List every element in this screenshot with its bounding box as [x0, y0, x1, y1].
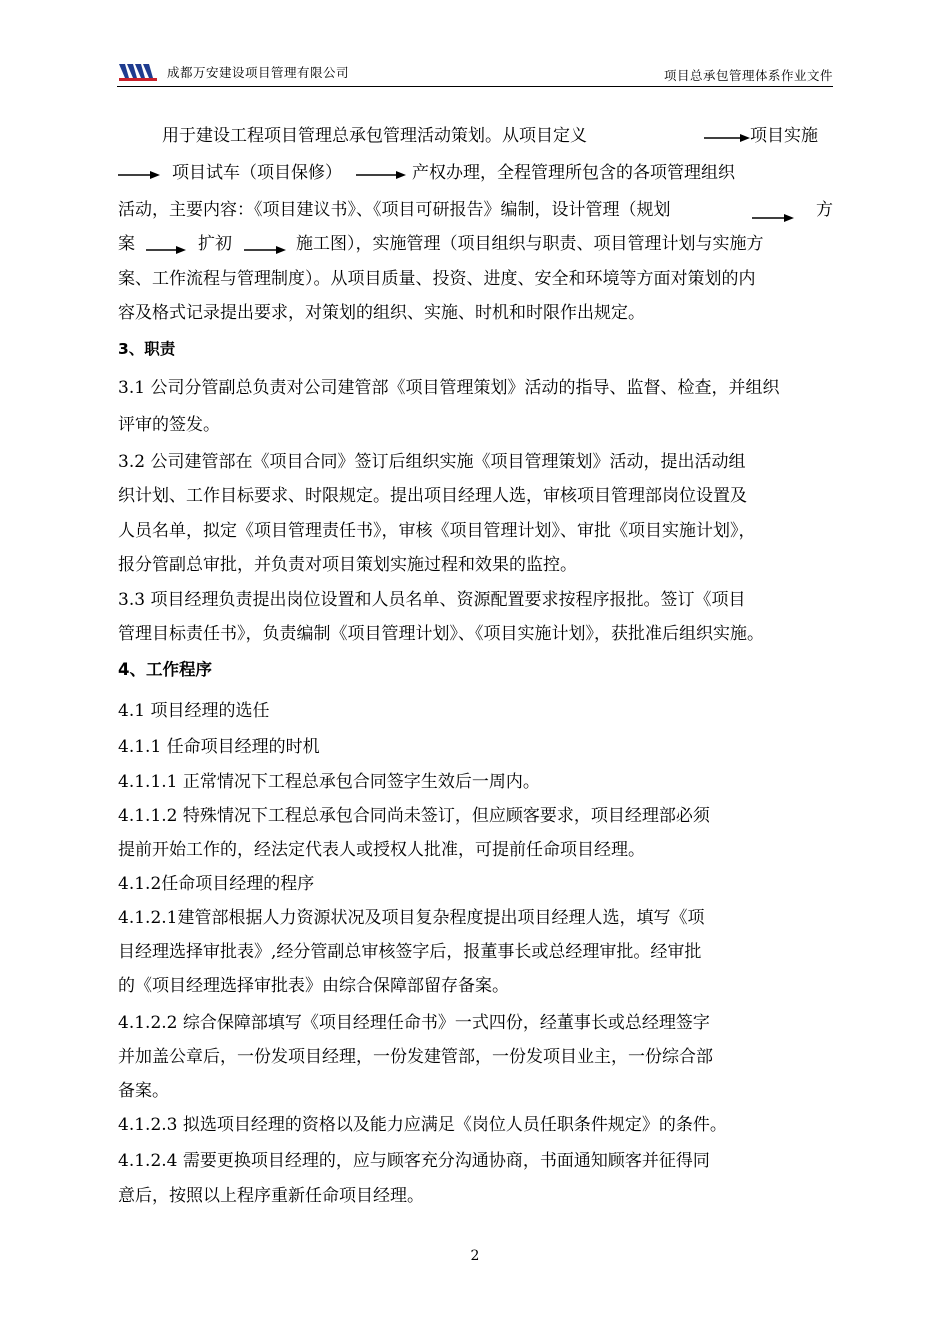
s4-line-15: 意后，按照以上程序重新任命项目经理。 [118, 1186, 424, 1206]
s3-line-5: 人员名单，拟定《项目管理责任书》，审核《项目管理计划》、审批《项目实施计划》， [118, 521, 756, 541]
s4-line-12: 备案。 [118, 1081, 169, 1101]
page-number: 2 [470, 1248, 480, 1264]
intro-line-1a: 用于建设工程项目管理总承包管理活动策划。从项目定义 [162, 126, 587, 146]
arrow-right-icon [118, 170, 160, 180]
intro-line-5: 案、工作流程与管理制度）。从项目质量、投资、进度、安全和环境等方面对策划的内 [118, 269, 756, 289]
s4-line-13: 4.1.2.3 拟选项目经理的资格以及能力应满足《岗位人员任职条件规定》的条件。 [118, 1115, 727, 1135]
arrow-right-icon [752, 213, 794, 223]
s3-line-3: 3.2 公司建管部在《项目合同》签订后组织实施《项目管理策划》活动，提出活动组 [118, 452, 746, 472]
s4-line-1: 4.1 项目经理的选任 [118, 701, 270, 721]
header-left [117, 62, 349, 82]
arrow-right-icon [704, 133, 750, 143]
s4-line-2: 4.1.1 任命项目经理的时机 [118, 737, 320, 757]
arrow-right-icon [146, 245, 186, 255]
s4-line-4: 4.1.1.2 特殊情况下工程总承包合同尚未签订，但应顾客要求，项目经理部必须 [118, 806, 710, 826]
s3-line-4: 织计划、工作目标要求、时限规定。提出项目经理人选，审核项目管理部岗位设置及 [118, 486, 747, 506]
s4-line-3: 4.1.1.1 正常情况下工程总承包合同签字生效后一周内。 [118, 772, 540, 792]
s4-line-6: 4.1.2任命项目经理的程序 [118, 874, 315, 894]
s3-line-8: 管理目标责任书》，负责编制《项目管理计划》、《项目实施计划》，获批准后组织实施。 [118, 624, 764, 644]
s3-line-2: 评审的签发。 [118, 415, 220, 435]
s4-line-5: 提前开始工作的，经法定代表人或授权人批准，可提前任命项目经理。 [118, 840, 645, 860]
intro-line-2b: 产权办理，全程管理所包含的各项管理组织 [412, 163, 735, 183]
header-divider [117, 86, 833, 87]
intro-line-6: 容及格式记录提出要求，对策划的组织、实施、时机和时限作出规定。 [118, 303, 645, 323]
company-name: 成都万安建设项目管理有限公司 [167, 65, 350, 80]
intro-line-3a: 活动，主要内容：《项目建议书》、《项目可研报告》编制，设计管理（规划 [118, 200, 671, 220]
arrow-right-icon [356, 170, 406, 180]
section-3-heading: 3、职责 [118, 340, 176, 358]
s3-line-1: 3.1 公司分管副总负责对公司建管部《项目管理策划》活动的指导、监督、检查，并组织 [118, 378, 780, 398]
intro-line-4b: 扩初 [198, 234, 232, 254]
s4-line-9: 的《项目经理选择审批表》由综合保障部留存备案。 [118, 976, 509, 996]
s4-line-14: 4.1.2.4 需要更换项目经理的，应与顾客充分沟通协商，书面通知顾客并征得同 [118, 1151, 710, 1171]
arrow-right-icon [244, 245, 286, 255]
s4-line-10: 4.1.2.2 综合保障部填写《项目经理任命书》一式四份，经董事长或总经理签字 [118, 1013, 710, 1033]
intro-line-4a: 案 [118, 234, 135, 254]
s4-line-8: 目经理选择审批表》,经分管副总审核签字后，报董事长或总经理审批。经审批 [118, 942, 702, 962]
s3-line-6: 报分管副总审批，并负责对项目策划实施过程和效果的监控。 [118, 555, 577, 575]
intro-line-1b: 项目实施 [750, 126, 818, 146]
page-header [117, 62, 833, 86]
intro-line-3b: 方 [816, 200, 833, 220]
s4-line-7: 4.1.2.1建管部根据人力资源状况及项目复杂程度提出项目经理人选，填写《项 [118, 908, 705, 928]
intro-line-2a: 项目试车（项目保修） [172, 163, 342, 183]
document-title: 项目总承包管理体系作业文件 [663, 68, 833, 83]
s3-line-7: 3.3 项目经理负责提出岗位设置和人员名单、资源配置要求按程序报批。签订《项目 [118, 590, 746, 610]
section-4-heading: 4、工作程序 [118, 660, 212, 679]
intro-line-4c: 施工图），实施管理（项目组织与职责、项目管理计划与实施方 [296, 234, 764, 254]
s4-line-11: 并加盖公章后，一份发项目经理，一份发建管部，一份发项目业主，一份综合部 [118, 1047, 713, 1067]
company-logo-icon [117, 62, 161, 82]
